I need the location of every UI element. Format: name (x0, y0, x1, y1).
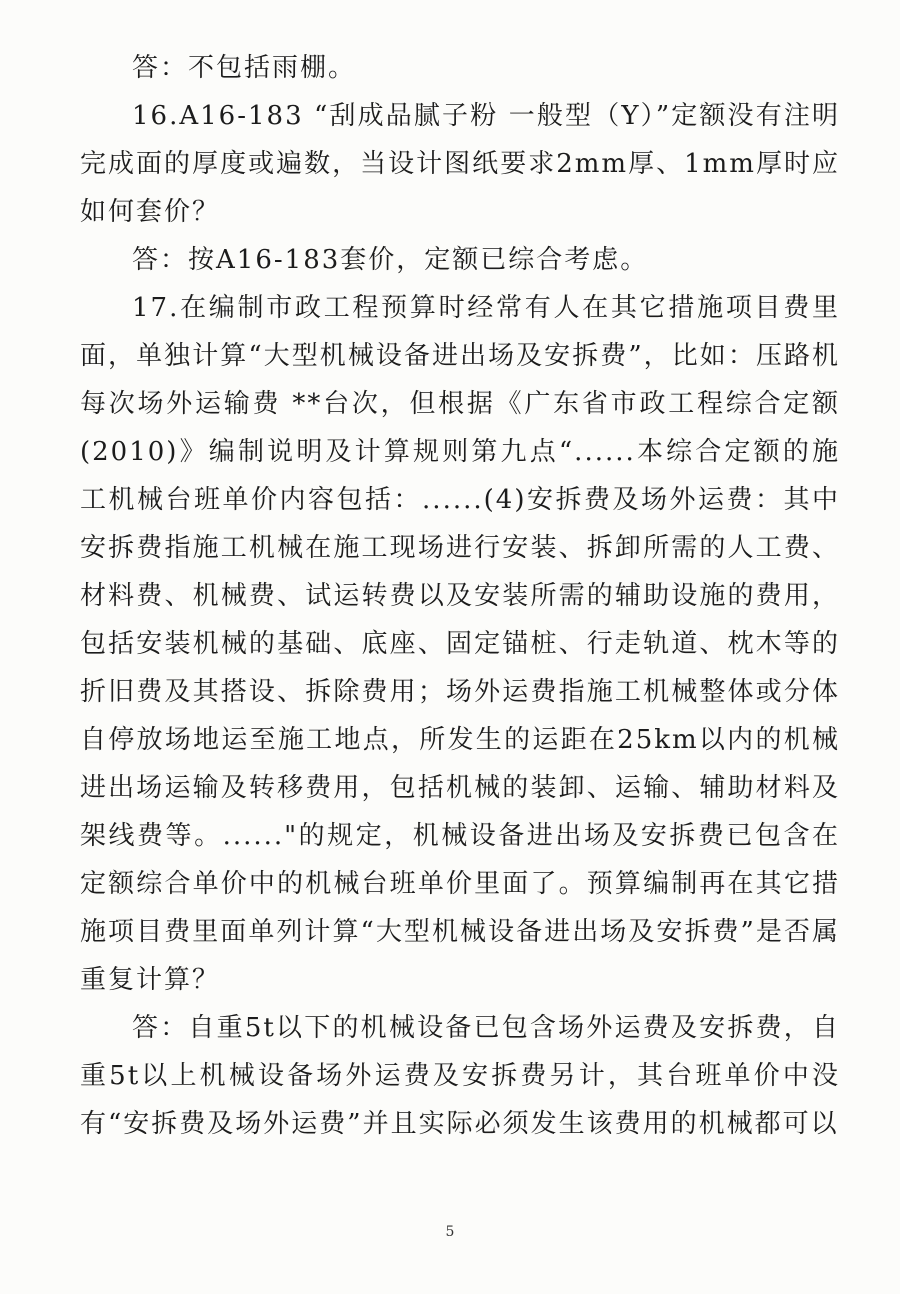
answer-17: 答：自重5t以下的机械设备已包含场外运费及安拆费，自重5t以上机械设备场外运费及安拆费另计，其台班单价中没有“安拆费及场外运费”并且实际必须发生该费用的机械都可以 (80, 1013, 840, 1139)
page-number: 5 (445, 1224, 455, 1240)
question-17: 17.在编制市政工程预算时经常有人在其它措施项目费里面，单独计算“大型机械设备进出场及安拆费”，比如：压路机每次场外运输费 **台次，但根据《广东省市政工程综合定额(2010)》编制说明及计算规则第九点“......本综合定额的施工机械台班单价内容包括：......(4)安拆费及场外运费：其中安拆费指施工机械在施工现场进行安装、拆卸所需的人工费、材料费、机械费、试运转费以及安装所需的辅助设施的费用，包括安装机械的基础、底座、固定锚桩、行走轨道、枕木等的折旧费及其搭设、拆除费用；场外运费指施工机械整体或分体自停放场地运至施工地点，所发生的运距在25km以内的机械进出场运输及转移费用，包括机械的装卸、运输、辅助材料及架线费等。......"的规定，机械设备进出场及安拆费已包含在定额综合单价中的机械台班单价里面了。预算编制再在其它措施项目费里面单列计算“大型机械设备进出场及安拆费”是否属重复计算？ (80, 293, 840, 995)
document-body (80, 44, 840, 1148)
answer-15: 答：不包括雨棚。 (132, 53, 357, 83)
answer-16: 答：按A16-183套价，定额已综合考虑。 (132, 245, 649, 275)
question-16: 16.A16-183 “刮成品腻子粉 一般型（Y）”定额没有注明完成面的厚度或遍数，当设计图纸要求2mm厚、1mm厚时应如何套价？ (80, 101, 840, 227)
